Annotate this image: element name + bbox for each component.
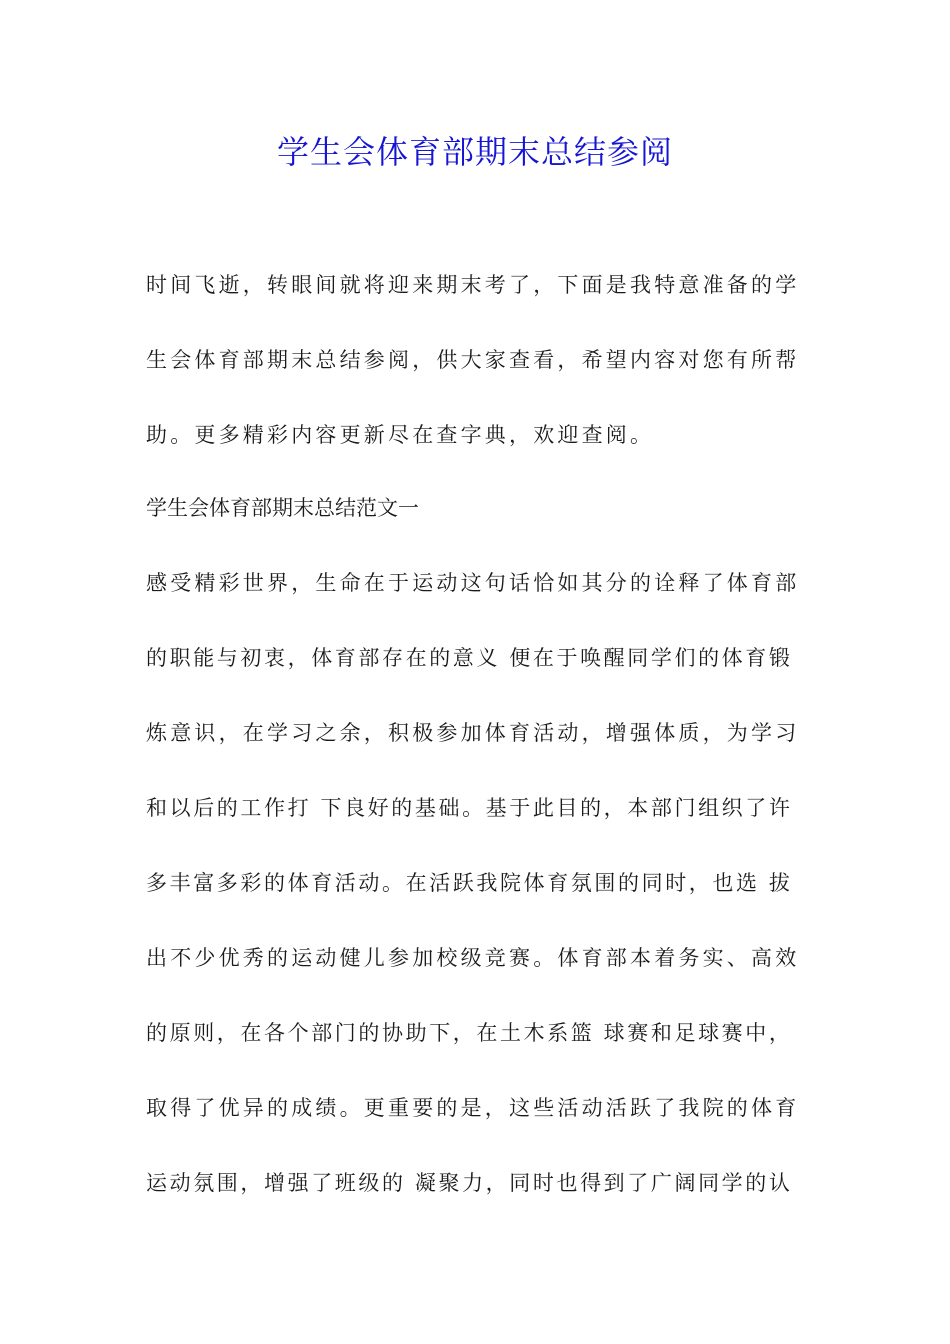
body-line-2: 的职能与初衷，体育部存在的意义 便在于唤醒同学们的体育锻 [146, 646, 793, 670]
body-line-8: 取得了优异的成绩。更重要的是，这些活动活跃了我院的体育 [146, 1096, 800, 1120]
body-line-9: 运动氛围，增强了班级的 凝聚力，同时也得到了广阔同学的认 [146, 1171, 793, 1195]
document-title: 学生会体育部期末总结参阅 [276, 133, 673, 171]
body-line-3: 炼意识，在学习之余，积极参加体育活动，增强体质，为学习 [146, 721, 800, 745]
body-line-4: 和以后的工作打 下良好的基础。基于此目的，本部门组织了许 [146, 796, 793, 820]
section-heading: 学生会体育部期末总结范文一 [146, 496, 419, 520]
body-line-5: 多丰富多彩的体育活动。在活跃我院体育氛围的同时，也选 拔 [146, 871, 793, 895]
body-line-1: 感受精彩世界，生命在于运动这句话恰如其分的诠释了体育部 [146, 571, 800, 595]
intro-line-2: 生会体育部期末总结参阅，供大家查看，希望内容对您有所帮 [146, 348, 800, 372]
body-line-7: 的原则，在各个部门的协助下，在土木系篮 球赛和足球赛中， [146, 1021, 793, 1045]
intro-line-3: 助。更多精彩内容更新尽在查字典，欢迎查阅。 [146, 423, 655, 447]
body-line-6: 出不少优秀的运动健儿参加校级竞赛。体育部本着务实、高效 [146, 946, 800, 970]
intro-line-1: 时间飞逝，转眼间就将迎来期末考了，下面是我特意准备的学 [146, 273, 800, 297]
